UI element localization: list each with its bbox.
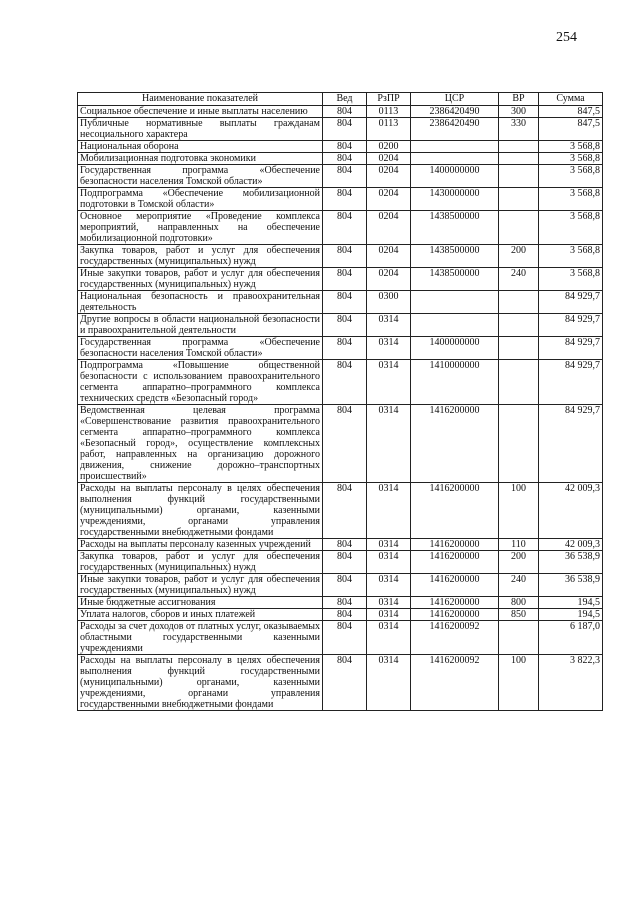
header-name: Наименование показателей (78, 93, 323, 106)
vr-cell: 800 (499, 597, 539, 609)
name-cell: Иные бюджетные ассигнования (78, 597, 323, 609)
rzpr-cell: 0314 (367, 405, 411, 483)
name-cell: Государственная программа «Обеспечение безопасности населения Томской области» (78, 337, 323, 360)
ved-cell: 804 (323, 141, 367, 153)
ved-cell: 804 (323, 483, 367, 539)
csr-cell: 1416200000 (411, 597, 499, 609)
name-cell: Подпрограмма «Повышение общественной безопасности с использованием правоохранительного сегмента аппаратно–программного комплекса технических средств «Безопасный город» (78, 360, 323, 405)
name-cell: Государственная программа «Обеспечение безопасности населения Томской области» (78, 165, 323, 188)
table-header-row (78, 93, 603, 106)
csr-cell: 1430000000 (411, 188, 499, 211)
table-row (78, 655, 603, 711)
csr-cell: 1416200000 (411, 551, 499, 574)
table-row (78, 621, 603, 655)
name-cell: Национальная оборона (78, 141, 323, 153)
vr-cell (499, 621, 539, 655)
table-row (78, 118, 603, 141)
rzpr-cell: 0314 (367, 337, 411, 360)
table-row (78, 314, 603, 337)
name-cell: Ведомственная целевая программа «Совершенствование развития правоохранительного сегмента аппаратно–программного комплекса «Безопасный город», осуществление комплексных работ, направленных на организацию дорожного движения, снижение дорожно–транспортных происшествий» (78, 405, 323, 483)
vr-cell: 200 (499, 551, 539, 574)
vr-cell: 240 (499, 574, 539, 597)
rzpr-cell: 0314 (367, 655, 411, 711)
name-cell: Расходы на выплаты персоналу в целях обеспечения выполнения функций государственными (муниципальными) органами, казенными учреждениями, органами управления государственными внебюджетными фондами (78, 655, 323, 711)
ved-cell: 804 (323, 551, 367, 574)
ved-cell: 804 (323, 360, 367, 405)
vr-cell (499, 211, 539, 245)
table-row (78, 337, 603, 360)
vr-cell: 110 (499, 539, 539, 551)
table-row (78, 609, 603, 621)
rzpr-cell: 0314 (367, 574, 411, 597)
csr-cell: 1416200000 (411, 539, 499, 551)
table-row (78, 539, 603, 551)
rzpr-cell: 0314 (367, 483, 411, 539)
table-row (78, 245, 603, 268)
sum-cell: 3 568,8 (539, 211, 603, 245)
rzpr-cell: 0204 (367, 153, 411, 165)
vr-cell (499, 188, 539, 211)
csr-cell (411, 291, 499, 314)
name-cell: Социальное обеспечение и иные выплаты населению (78, 106, 323, 118)
table-row (78, 268, 603, 291)
sum-cell: 84 929,7 (539, 360, 603, 405)
ved-cell: 804 (323, 574, 367, 597)
sum-cell: 3 568,8 (539, 153, 603, 165)
sum-cell: 42 009,3 (539, 539, 603, 551)
csr-cell: 1416200000 (411, 405, 499, 483)
ved-cell: 804 (323, 405, 367, 483)
ved-cell: 804 (323, 106, 367, 118)
name-cell: Расходы за счет доходов от платных услуг, оказываемых областными государственными казенными учреждениями (78, 621, 323, 655)
rzpr-cell: 0204 (367, 188, 411, 211)
sum-cell: 3 822,3 (539, 655, 603, 711)
ved-cell: 804 (323, 314, 367, 337)
rzpr-cell: 0314 (367, 597, 411, 609)
sum-cell: 847,5 (539, 118, 603, 141)
rzpr-cell: 0113 (367, 106, 411, 118)
csr-cell (411, 141, 499, 153)
vr-cell: 850 (499, 609, 539, 621)
table-row (78, 153, 603, 165)
vr-cell: 240 (499, 268, 539, 291)
ved-cell: 804 (323, 268, 367, 291)
table-row (78, 405, 603, 483)
sum-cell: 36 538,9 (539, 574, 603, 597)
vr-cell (499, 337, 539, 360)
csr-cell: 1438500000 (411, 268, 499, 291)
header-sum: Сумма (539, 93, 603, 106)
table-row (78, 551, 603, 574)
sum-cell: 3 568,8 (539, 268, 603, 291)
table-row (78, 483, 603, 539)
ved-cell: 804 (323, 291, 367, 314)
ved-cell: 804 (323, 609, 367, 621)
sum-cell: 194,5 (539, 609, 603, 621)
rzpr-cell: 0314 (367, 621, 411, 655)
vr-cell (499, 360, 539, 405)
sum-cell: 84 929,7 (539, 314, 603, 337)
name-cell: Уплата налогов, сборов и иных платежей (78, 609, 323, 621)
ved-cell: 804 (323, 118, 367, 141)
vr-cell (499, 405, 539, 483)
rzpr-cell: 0300 (367, 291, 411, 314)
sum-cell: 84 929,7 (539, 405, 603, 483)
rzpr-cell: 0314 (367, 360, 411, 405)
csr-cell: 1410000000 (411, 360, 499, 405)
name-cell: Национальная безопасность и правоохранительная деятельность (78, 291, 323, 314)
sum-cell: 3 568,8 (539, 188, 603, 211)
csr-cell: 1400000000 (411, 165, 499, 188)
name-cell: Другие вопросы в области национальной безопасности и правоохранительной деятельности (78, 314, 323, 337)
sum-cell: 42 009,3 (539, 483, 603, 539)
header-csr: ЦСР (411, 93, 499, 106)
csr-cell: 1416200000 (411, 483, 499, 539)
csr-cell: 1416200000 (411, 574, 499, 597)
rzpr-cell: 0314 (367, 609, 411, 621)
budget-table (77, 92, 603, 711)
vr-cell (499, 153, 539, 165)
vr-cell (499, 314, 539, 337)
rzpr-cell: 0314 (367, 314, 411, 337)
rzpr-cell: 0200 (367, 141, 411, 153)
sum-cell: 847,5 (539, 106, 603, 118)
sum-cell: 6 187,0 (539, 621, 603, 655)
table-row (78, 188, 603, 211)
header-ved: Вед (323, 93, 367, 106)
ved-cell: 804 (323, 165, 367, 188)
csr-cell: 2386420490 (411, 118, 499, 141)
csr-cell: 1416200000 (411, 609, 499, 621)
name-cell: Иные закупки товаров, работ и услуг для обеспечения государственных (муниципальных) нужд (78, 268, 323, 291)
name-cell: Иные закупки товаров, работ и услуг для обеспечения государственных (муниципальных) нужд (78, 574, 323, 597)
vr-cell: 300 (499, 106, 539, 118)
ved-cell: 804 (323, 655, 367, 711)
name-cell: Мобилизационная подготовка экономики (78, 153, 323, 165)
ved-cell: 804 (323, 211, 367, 245)
header-rzpr: РзПР (367, 93, 411, 106)
vr-cell (499, 141, 539, 153)
sum-cell: 3 568,8 (539, 165, 603, 188)
vr-cell: 200 (499, 245, 539, 268)
csr-cell: 1438500000 (411, 211, 499, 245)
csr-cell: 1400000000 (411, 337, 499, 360)
ved-cell: 804 (323, 539, 367, 551)
table-row (78, 165, 603, 188)
rzpr-cell: 0204 (367, 245, 411, 268)
table-row (78, 141, 603, 153)
name-cell: Подпрограмма «Обеспечение мобилизационной подготовки в Томской области» (78, 188, 323, 211)
name-cell: Расходы на выплаты персоналу в целях обеспечения выполнения функций государственными (муниципальными) органами, казенными учреждениями, органами управления государственными внебюджетными фондами (78, 483, 323, 539)
ved-cell: 804 (323, 245, 367, 268)
rzpr-cell: 0204 (367, 165, 411, 188)
table-row (78, 211, 603, 245)
page-number: 254 (556, 30, 577, 45)
ved-cell: 804 (323, 597, 367, 609)
ved-cell: 804 (323, 337, 367, 360)
ved-cell: 804 (323, 621, 367, 655)
sum-cell: 194,5 (539, 597, 603, 609)
csr-cell: 2386420490 (411, 106, 499, 118)
table-row (78, 574, 603, 597)
rzpr-cell: 0314 (367, 551, 411, 574)
rzpr-cell: 0113 (367, 118, 411, 141)
table-row (78, 106, 603, 118)
csr-cell: 1438500000 (411, 245, 499, 268)
table-row (78, 291, 603, 314)
header-vr: ВР (499, 93, 539, 106)
rzpr-cell: 0204 (367, 268, 411, 291)
ved-cell: 804 (323, 188, 367, 211)
rzpr-cell: 0314 (367, 539, 411, 551)
name-cell: Публичные нормативные выплаты гражданам несоциального характера (78, 118, 323, 141)
name-cell: Основное мероприятие «Проведение комплекса мероприятий, направленных на обеспечение мобилизационной подготовки» (78, 211, 323, 245)
sum-cell: 36 538,9 (539, 551, 603, 574)
csr-cell (411, 153, 499, 165)
vr-cell: 100 (499, 655, 539, 711)
ved-cell: 804 (323, 153, 367, 165)
vr-cell: 330 (499, 118, 539, 141)
name-cell: Закупка товаров, работ и услуг для обеспечения государственных (муниципальных) нужд (78, 245, 323, 268)
csr-cell (411, 314, 499, 337)
vr-cell (499, 165, 539, 188)
table-row (78, 597, 603, 609)
table-row (78, 360, 603, 405)
name-cell: Расходы на выплаты персоналу казенных учреждений (78, 539, 323, 551)
name-cell: Закупка товаров, работ и услуг для обеспечения государственных (муниципальных) нужд (78, 551, 323, 574)
sum-cell: 3 568,8 (539, 141, 603, 153)
csr-cell: 1416200092 (411, 655, 499, 711)
sum-cell: 3 568,8 (539, 245, 603, 268)
sum-cell: 84 929,7 (539, 337, 603, 360)
sum-cell: 84 929,7 (539, 291, 603, 314)
csr-cell: 1416200092 (411, 621, 499, 655)
rzpr-cell: 0204 (367, 211, 411, 245)
vr-cell: 100 (499, 483, 539, 539)
vr-cell (499, 291, 539, 314)
